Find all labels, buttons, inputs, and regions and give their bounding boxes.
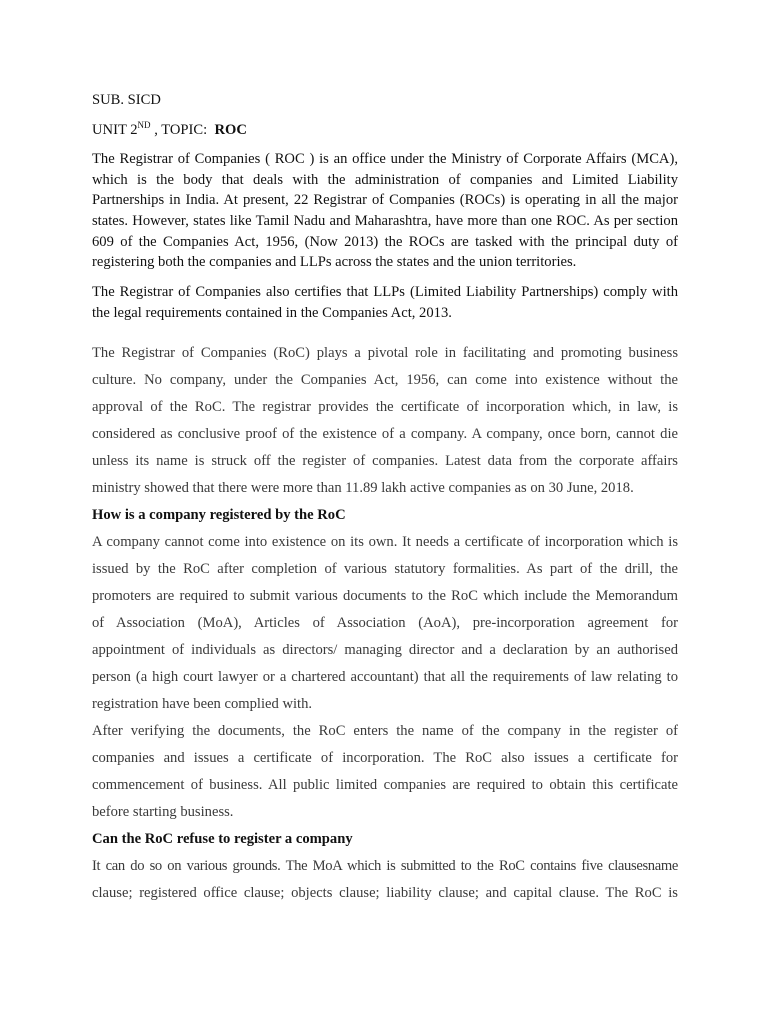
unit-topic-line bbox=[92, 120, 678, 140]
paragraph-line: The Registrar of Companies ( ROC ) is an office under the Ministry of Corporate Affairs (MCA), bbox=[92, 151, 678, 167]
paragraph-line: 609 of the Companies Act, 1956, (Now 2013) the ROCs are tasked with the principal duty of bbox=[92, 233, 678, 250]
paragraph-line: person (a high court lawyer or a chartered accountant) that all the requirements of law relating to bbox=[92, 668, 678, 685]
subject-text: SUB. SICD bbox=[92, 92, 161, 108]
section-heading-refusal bbox=[92, 826, 678, 853]
paragraph-line: states. However, states like Tamil Nadu and Maharashtra, have more than one ROC. As per section bbox=[92, 213, 678, 230]
paragraph-line: of Association (MoA), Articles of Association (AoA), pre-incorporation agreement for bbox=[92, 614, 678, 631]
heading-text: Can the RoC refuse to register a company bbox=[92, 830, 353, 847]
unit-text: UNIT 2 bbox=[92, 122, 138, 138]
topic-label: , TOPIC: bbox=[150, 122, 215, 138]
intro-paragraph-1 bbox=[92, 149, 678, 273]
paragraph-line: clause; registered office clause; objects clause; liability clause; and capital clause. The RoC is bbox=[92, 884, 678, 901]
paragraph-line: the legal requirements contained in the Companies Act, 2013. bbox=[92, 304, 452, 321]
registration-paragraph bbox=[92, 529, 678, 718]
paragraph-line: appointment of individuals as directors/ managing director and a declaration by an authorised bbox=[92, 641, 678, 658]
paragraph-line: commencement of business. All public limited companies are required to obtain this certificate bbox=[92, 776, 678, 793]
verification-paragraph bbox=[92, 718, 678, 826]
subject-line bbox=[92, 90, 678, 110]
unit-superscript: ND bbox=[137, 120, 151, 130]
paragraph-line: Partnerships in India. At present, 22 Registrar of Companies (ROCs) is operating in all the major bbox=[92, 192, 678, 209]
paragraph-line: which is the body that deals with the administration of companies and Limited Liability bbox=[92, 171, 678, 188]
refusal-paragraph bbox=[92, 853, 678, 907]
paragraph-line: After verifying the documents, the RoC enters the name of the company in the register of bbox=[92, 722, 678, 739]
paragraph-line: ministry showed that there were more than 11.89 lakh active companies as on 30 June, 2018. bbox=[92, 479, 634, 496]
section-heading-registration bbox=[92, 502, 678, 529]
intro-paragraph-2 bbox=[92, 282, 678, 323]
paragraph-line: before starting business. bbox=[92, 803, 234, 820]
heading-text: How is a company registered by the RoC bbox=[92, 506, 346, 523]
topic-title: ROC bbox=[214, 122, 247, 138]
paragraph-line: It can do so on various grounds. The MoA which is submitted to the RoC contains five clausesname bbox=[92, 857, 678, 874]
paragraph-line: promoters are required to submit various documents to the RoC which include the Memorandum bbox=[92, 587, 678, 604]
paragraph-line: unless its name is struck off the register of companies. Latest data from the corporate affairs bbox=[92, 452, 678, 469]
paragraph-line: issued by the RoC after completion of various statutory formalities. As part of the drill, the bbox=[92, 560, 678, 577]
paragraph-line: registration have been complied with. bbox=[92, 695, 313, 712]
paragraph-line: companies and issues a certificate of incorporation. The RoC also issues a certificate for bbox=[92, 749, 678, 766]
paragraph-line: registering both the companies and LLPs across the states and the union territories. bbox=[92, 254, 577, 271]
paragraph-line: The Registrar of Companies (RoC) plays a pivotal role in facilitating and promoting business bbox=[92, 344, 678, 361]
roc-role-paragraph bbox=[92, 340, 678, 502]
document-page bbox=[92, 90, 678, 907]
paragraph-line: The Registrar of Companies also certifies that LLPs (Limited Liability Partnerships) comply with bbox=[92, 284, 678, 301]
paragraph-line: approval of the RoC. The registrar provides the certificate of incorporation which, in law, is bbox=[92, 398, 678, 415]
paragraph-line: A company cannot come into existence on its own. It needs a certificate of incorporation which is bbox=[92, 533, 678, 550]
paragraph-line: considered as conclusive proof of the existence of a company. A company, once born, cannot die bbox=[92, 425, 678, 442]
paragraph-line: culture. No company, under the Companies Act, 1956, can come into existence without the bbox=[92, 371, 678, 388]
